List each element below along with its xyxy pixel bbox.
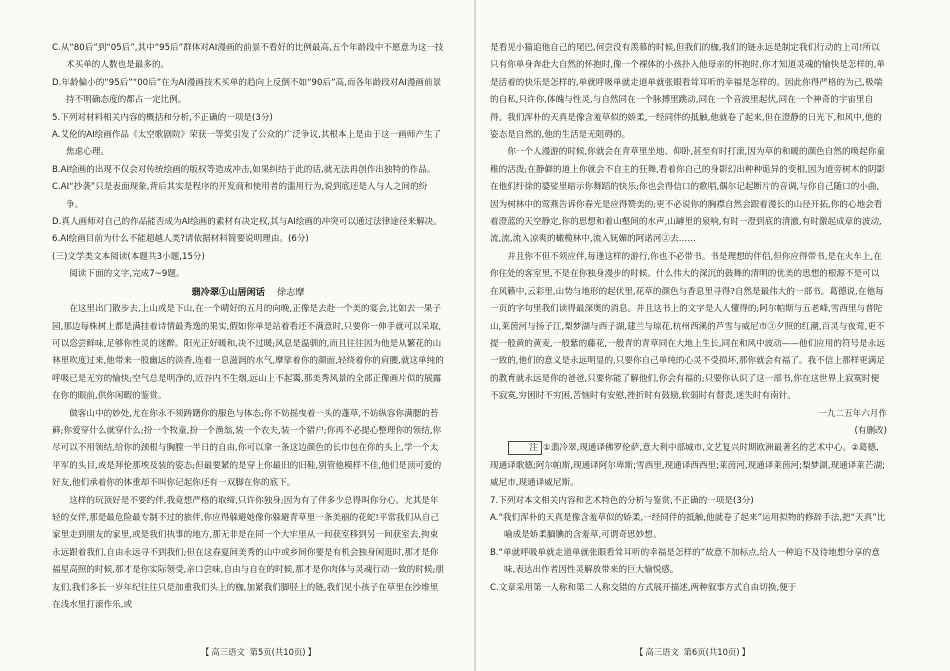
q5-option-a: A.艾伦的AI绘画作品《太空歌剧院》荣获一等奖引发了公众的广泛争议,其根本上是由于这一画师产生了焦虑心理。	[52, 130, 442, 158]
footer-subject: 高三语文	[645, 647, 679, 657]
q5-option-c: C.AI“抄袭”只是表面现象,背后其实是程序的开发商和使用者的滥用行为,说到底还是人与人之间的纷争。	[52, 182, 428, 210]
footer-bracket-close: 】	[741, 647, 750, 657]
footer-page-number: 第6页(共10页)	[683, 647, 740, 657]
q4-option-c: C.从“80后”到“05后”,其中“95后”群体对AI漫画的前景不看好的比例最高,五个年龄段中不愿意为这一技术买单的人数也是最多的。	[52, 43, 444, 71]
q6-stem: 6.AI绘画目前为什么不能超越人类?请依据材料简要说明理由。(6分)	[52, 234, 309, 245]
essay-title-line	[52, 284, 444, 301]
q4-option-d: D.年龄偏小的“95后”“00后”在为AI漫画技术买单的趋向上反倒不如“90后”高,而各年龄段对AI漫画前景持不明确态度的都占一定比例。	[52, 77, 442, 106]
essay-paragraph-2: 做客山中的妙处,尤在你永不须踌躇你的服色与体态;你不妨摇曳着一头的蓬草,不妨纵容你满腮的苔藓;你爱穿什么就穿什么;扮一个牧童,扮一个渔翁,装一个农夫,装一个猎户;你再不必提心整理你的领结,你尽可以不用领结,给你的颈根与胸膛一半日的自由,你可以拿一条这边颜色的长巾包在你的头上,学一个太平军的头目,或是拜伦那埃及装的姿态;但最要紧的是穿上你最旧的旧鞋,别管他模样不佳,他们是顶可爱的好友,他们承着你的体重却不叫你记起你还有一双脚在你的底下。	[52, 408, 442, 489]
abridged-note: (有删改)	[854, 425, 887, 436]
q7-option-b: B.“单就呼吸单就走道单就张眼看耸耳听的幸福是怎样的”故意不加标点,给人一种迫不及待地想分享的意味,表达出作者因性灵解放带来的巨大愉悦感。	[490, 547, 880, 576]
q5-stem: 5.下列对材料相关内容的概括和分析,不正确的一项是(3分)	[52, 112, 273, 123]
footer-subject: 高三语文	[211, 647, 245, 657]
q7-option-a: A.“我们浑朴的天真是像含羞草似的娇柔,一经同伴的抵触,他就卷了起来”运用拟物的修辞手法,把“天真”比喻成是娇柔腼腆的含羞草,可谓奇思妙想。	[490, 512, 886, 541]
essay-date: 一九二五年六月作	[818, 408, 887, 419]
footer-bracket-open: 【	[635, 647, 644, 657]
footer-bracket-open: 【	[201, 647, 210, 657]
right-column	[490, 40, 887, 640]
essay-paragraph-1: 在这里出门散步去,上山或是下山,在一个晴好的五月的向晚,正像是去赴一个美的宴会,比如去一果子园,那边每株树上都是满挂着诗情最秀逸的果实,假如你单是站着看还不满意时,只要你一伸手就可以采取,可以恣尝鲜味,足够你性灵的迷醉。阳光正好暖和,决不过暖;风息是温驯的,而且往往因为他是从繁花的山林里吹度过来,他带来一股幽远的淡香,连着一息滋润的水气,摩挲着你的颜面,轻绕着你的肩腰,就这单纯的呼吸已是无穷的愉快;空气总是明净的,近谷内不生烟,远山上不起霭,那美秀风景的全部正像画片似的展露在你的眼前,供你闲暇的鉴赏。	[52, 304, 444, 402]
essay-paragraph-4: 你一个人漫游的时候,你就会在青草里坐地、仰卧,甚至有时打滚,因为草的和暖的颜色自然的唤起你童稚的活泼;在静僻的道上你就会不自主的狂舞,看着你自己的身影幻出种种诡异的变相,因为道旁树木的阴影在他们纡徐的婆娑里暗示你舞蹈的快乐;你也会得信口的歌唱,偶尔记起断片的音调,与你自己随口的小曲,因为树林中的莺燕告诉你春光是应得赞美的;更不必说你的胸襟自然会跟着漫长的山径开拓,你的心地会看着澄蓝的天空静定,你的思想和着山壑间的水声,山罅里的泉响,有时一澄到底的清澈,有时激起成章的波动,流,流,流入凉爽的橄榄林中,流入妩媚的阿诺河②去……	[490, 147, 886, 245]
essay-paragraph-3: 这样的玩顶好是不要约伴,我竟想严格的取缔,只许你独身;因为有了伴多少总得叫你分心。尤其是年轻的女伴,那是最危险最专制不过的旅伴,你应得躲避她像你躲避青草里一条美丽的花蛇!平常我们从自己家里走到朋友的家里,或是我们执事的地方,那无非是在同一个大牢里从一间获室移到另一间获室去,拘束永远跟着我们,自由永远寻不到我们;但在这春夏间美秀的山中或乡间你要是有机会独身闲逛时,那才是你福星高照的时候,那才是你实际领受,亲口尝味,自由与自在的时候,那才是你肉体与灵魂行动一致的时候;朋友们,我们多长一岁年纪往往只是加重我们头上的枷,加紧我们脚胫上的链,我们见小孩子在草里在沙堆里在浅水里打滚作乐,或	[52, 495, 444, 610]
footer-page-number: 第5页(共10页)	[249, 647, 306, 657]
footnotes	[490, 440, 887, 492]
q5-option-b: B.AI绘画的出现不仅会对传统绘画的版权等造成冲击,如果纠结于此的话,就无法再创作出独特的作品。	[52, 164, 436, 175]
q5-option-d: D.真人画师对自己的作品能否成为AI绘画的素材有决定权,其与AI绘画的冲突可以通过法律途径来解决。	[52, 217, 442, 228]
essay-paragraph-3-continued: 是看见小猫追他自己的尾巴,何尝没有羡慕的时候,但我们的枷,我们的链永远是制定我们行动的上司!所以只有你单身奔赴大自然的怀抱时,像一个裸体的小孩扑入他母亲的怀抱时,你才知道灵魂的愉快是怎样的,单是活着的快乐是怎样的,单就呼吸单就走道单就张眼看耸耳听的幸福是怎样的。因此你得严格的为己,极端的自私,只许你,体魄与性灵,与自然同在一个脉搏里跳动,同在一个音波里起伏,同在一个神奇的宇宙里自得。我们浑朴的天真是像含羞草似的娇柔,一经同伴的抵触,他就卷了起来,但在澄静的日光下,和风中,他的姿态是自然的,他的生活是无阻碍的。	[490, 43, 885, 141]
footer-bracket-close: 】	[307, 647, 316, 657]
section3-heading: (三)文学类文本阅读(本题共3小题,15分)	[52, 251, 205, 262]
left-page-footer	[200, 646, 317, 658]
essay-author: 徐志摩	[276, 286, 305, 298]
essay-paragraph-5: 并且你不但不须应伴,每逢这样的游行,你也不必带书。书是理想的伴侣,但你应得带书,是在火车上,在你住处的客室里,不是在你独身漫步的时候。什么伟大的深沉的鼓舞的清明的优美的思想的根源不是可以在风籁中,云彩里,山势与地形的起伏里,花草的颜色与香息里寻得?自然是最伟大的一部书。葛德说,在他每一页的字句里我们读得最深奥的消息。并且这书上的文字是人人懂得的;阿尔帕斯与五老峰,雪西里与普陀山,莱茵河与扬子江,梨梦湖与西子湖,建兰与琼花,杭州西溪的芦雪与威尼市③夕照的红潮,百灵与夜莺,更不提一般黄的黄麦,一般紫的藤花,一般青的青草同在大地上生长,同在和风中波动——他们应用的符号是永远一致的,他们的意义是永远明显的,只要你自己单纯的心灵不受损坏,那你就会有福了。我不信上那样更满足的教育就永远是你的爸爸,只要你能了解他们,你会有福的;只要你认识了这一部书,你在这世界上寂寞时便不寂寞,穷困时不穷困,苦恼时有安慰,挫折时有鼓励,软弱时有督责,迷失时有南针。	[490, 251, 885, 402]
q7-option-c: C.文章采用第一人称和第二人称交错的方式展开描述,两种叙事方式自由切换,便于	[490, 582, 797, 593]
right-page-footer	[634, 646, 751, 658]
note-tag: 注	[508, 441, 542, 455]
note-text: ①翡冷翠,现通译佛罗伦萨,意大利中部城市,文艺复兴时期欧洲最著名的艺术中心。②葛德,现通译歌德;阿尔帕斯,现通译阿尔卑斯;雪西里,现通译西西里;莱茵河,现通译莱茵河;梨梦湖,现通译莱芒湖;威尼市,现通译威尼斯。	[490, 443, 885, 489]
q7-stem: 7.下列对本文相关内容和艺术特色的分析与鉴赏,不正确的一项是(3分)	[490, 495, 754, 506]
left-column	[52, 40, 444, 640]
essay-title: 翡冷翠①山居闲话	[191, 286, 265, 298]
section3-instruction: 阅读下面的文字,完成7~9题。	[69, 269, 185, 280]
